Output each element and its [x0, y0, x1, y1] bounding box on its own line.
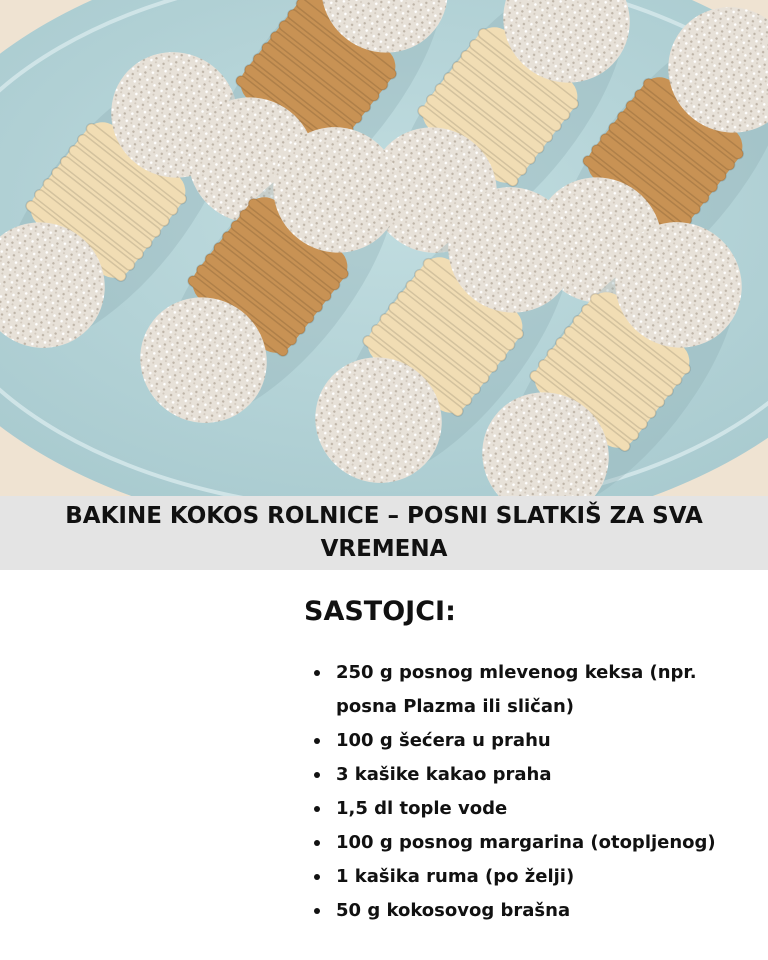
ingredients-list [312, 656, 752, 928]
ingredient-item: 100 g šećera u prahu [312, 724, 752, 758]
ingredients-heading: SASTOJCI: [304, 596, 456, 627]
ingredient-item: 250 g posnog mlevenog keksa (npr. posna Plazma ili sličan) [312, 656, 752, 724]
ingredient-item: 100 g posnog margarina (otopljenog) [312, 826, 752, 860]
ingredient-item: 50 g kokosovog brašna [312, 894, 752, 928]
ingredient-item: 1,5 dl tople vode [312, 792, 752, 826]
recipe-title: BAKINE KOKOS ROLNICE – POSNI SLATKIŠ ZA SVA VREMENA [65, 503, 703, 562]
ingredient-item: 1 kašika ruma (po želji) [312, 860, 752, 894]
ingredient-item: 3 kašike kakao praha [312, 758, 752, 792]
